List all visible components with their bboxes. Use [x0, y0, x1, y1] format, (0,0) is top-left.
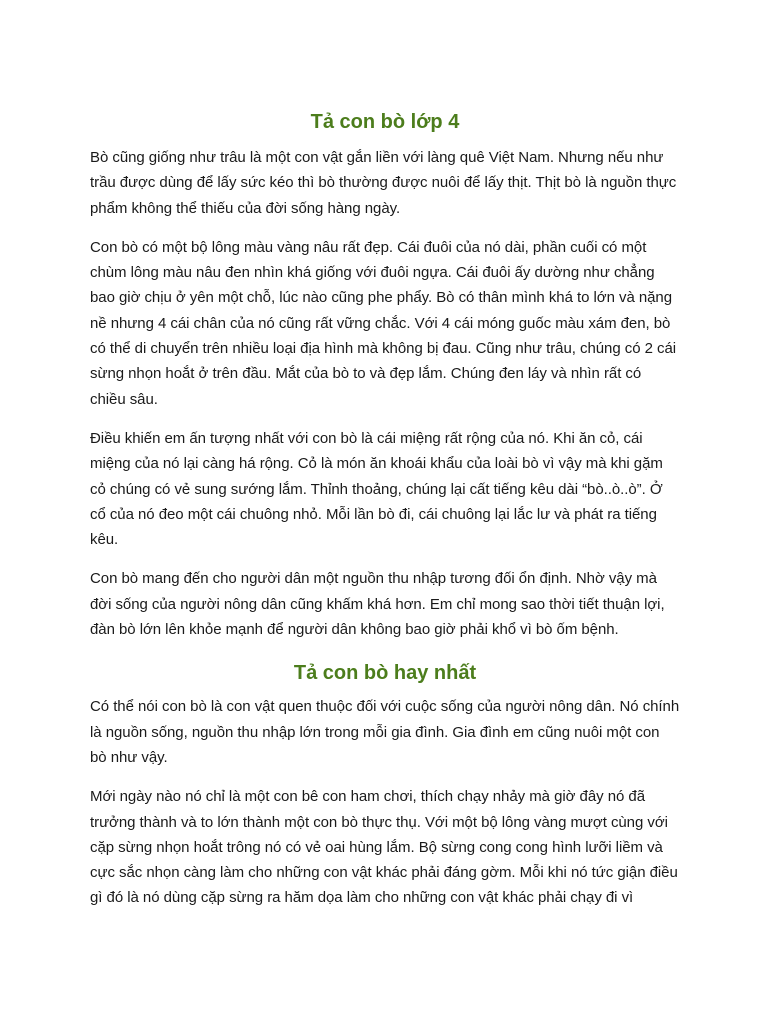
- section-title: Tả con bò hay nhất: [293, 662, 477, 685]
- paragraph: Mới ngày nào nó chỉ là một con bê con ham chơi, thích chạy nhảy mà giờ đây nó đã trưởng thành và to lớn thành một con bò thực thụ. Với một bộ lông vàng mượt cùng với cặp sừng nhọn hoắt trông nó có vẻ oai hùng lắm. Bộ sừng cong cong hình lưỡi liềm và cực sắc nhọn càng làm cho những con vật khác phải đáng gờm. Mỗi khi nó tức giận điều gì đó là nó dùng cặp sừng ra hăm dọa làm cho những con vật khác phải chạy đi vì: [90, 788, 678, 907]
- paragraph: Điều khiến em ấn tượng nhất với con bò là cái miệng rất rộng của nó. Khi ăn cỏ, cái miệng của nó lại càng há rộng. Cỏ là món ăn khoái khẩu của loài bò vì vậy mà khi gặm cỏ chúng có vẻ sung sướng lắm. Thỉnh thoảng, chúng lại cất tiếng kêu dài “bò..ò..ò”. Ở cổ của nó đeo một cái chuông nhỏ. Mỗi lần bò đi, cái chuông lại lắc lư và phát ra tiếng kêu.: [90, 429, 663, 549]
- section-title: Tả con bò lớp 4: [310, 111, 460, 133]
- document-page: [90, 105, 680, 925]
- paragraph: Con bò có một bộ lông màu vàng nâu rất đẹp. Cái đuôi của nó dài, phần cuối có một chùm lông màu nâu đen nhìn khá giống với đuôi ngựa. Cái đuôi ấy dường như chẳng bao giờ chịu ở yên một chỗ, lúc nào cũng phe phẩy. Bò có thân mình khá to lớn và nặng nề nhưng 4 cái chân của nó cũng rất vững chắc. Với 4 cái móng guốc màu xám đen, bò có thể di chuyển trên nhiều loại địa hình mà không bị đau. Cũng như trâu, chúng có 2 cái sừng nhọn hoắt ở trên đầu. Mắt của bò to và đẹp lắm. Chúng đen láy và nhìn rất có chiều sâu.: [90, 238, 677, 408]
- paragraph: Con bò mang đến cho người dân một nguồn thu nhập tương đối ổn định. Nhờ vậy mà đời sống của người nông dân cũng khấm khá hơn. Em chỉ mong sao thời tiết thuận lợi, đàn bò lớn lên khỏe mạnh để người dân không bao giờ phải khổ vì bò ốm bệnh.: [90, 570, 665, 639]
- paragraph: Bò cũng giống như trâu là một con vật gắn liền với làng quê Việt Nam. Nhưng nếu như trầu được dùng để lấy sức kéo thì bò thường được nuôi để lấy thịt. Thịt bò là nguồn thực phẩm không thể thiếu của đời sống hàng ngày.: [90, 149, 677, 217]
- paragraph: Có thể nói con bò là con vật quen thuộc đối với cuộc sống của người nông dân. Nó chính là nguồn sống, nguồn thu nhập lớn trong mỗi gia đình. Gia đình em cũng nuôi một con bò như vậy.: [90, 698, 680, 766]
